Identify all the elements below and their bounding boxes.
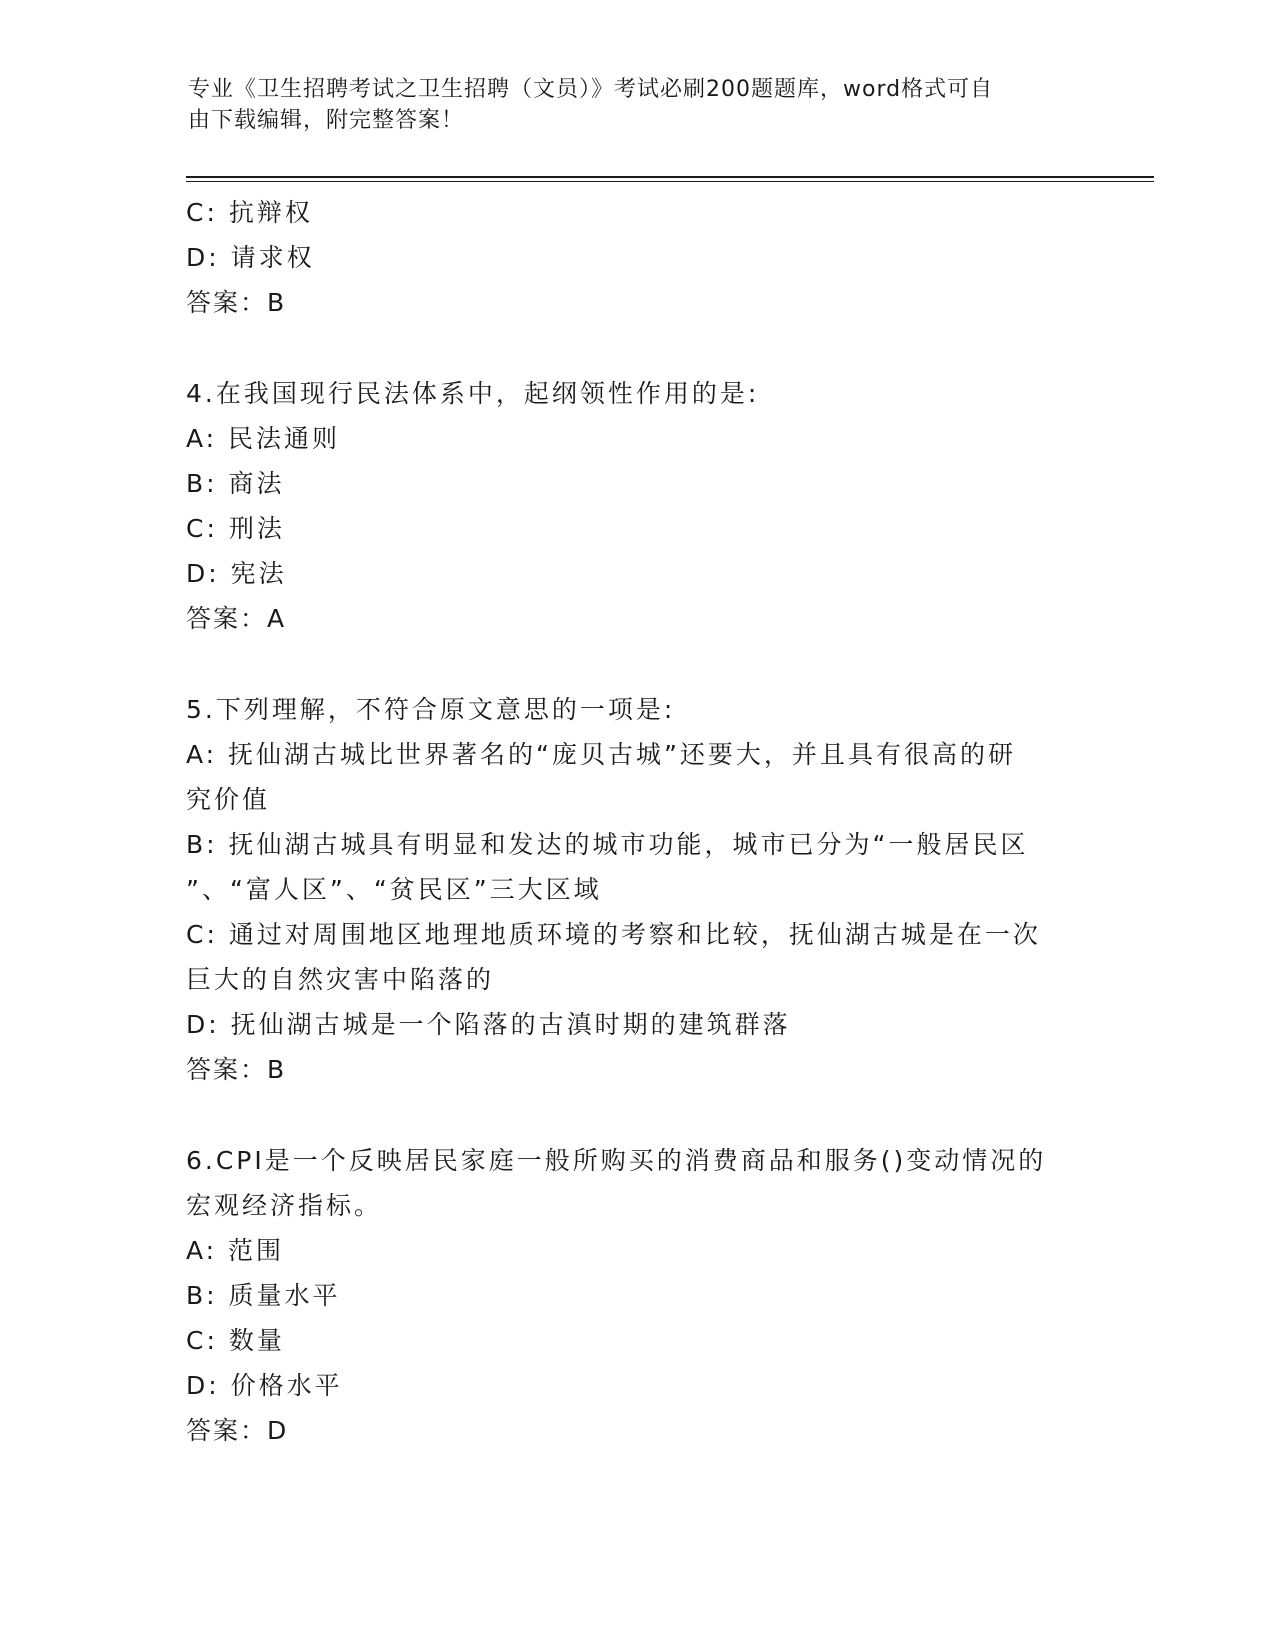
header-rule-thin [186, 181, 1154, 182]
question-stem: 4.在我国现行民法体系中，起纲领性作用的是: [186, 379, 760, 408]
option-d: D: 抚仙湖古城是一个陷落的古滇时期的建筑群落 [186, 1010, 791, 1039]
answer: 答案：B [186, 288, 287, 317]
question-4 [186, 371, 1086, 641]
option-c: C: 刑法 [186, 514, 285, 543]
option-c-cont: 巨大的自然灾害中陷落的 [186, 965, 495, 994]
option-c: C: 通过对周围地区地理地质环境的考察和比较，抚仙湖古城是在一次 [186, 920, 1041, 949]
header-rule-thick [186, 176, 1154, 178]
answer: 答案：B [186, 1055, 287, 1084]
option-b: B: 抚仙湖古城具有明显和发达的城市功能，城市已分为“一般居民区 [186, 830, 1029, 859]
option-c: C: 抗辩权 [186, 198, 313, 227]
answer: 答案：D [186, 1416, 289, 1445]
option-a-cont: 究价值 [186, 785, 271, 814]
header-line-2: 由下载编辑，附完整答案！ [188, 108, 465, 133]
option-b: B: 质量水平 [186, 1281, 341, 1310]
option-a: A: 抚仙湖古城比世界著名的“庞贝古城”还要大，并且具有很高的研 [186, 740, 1016, 769]
answer: 答案：A [186, 604, 287, 633]
question-3 [186, 190, 1086, 325]
option-d: D: 宪法 [186, 559, 287, 588]
option-a: A: 民法通则 [186, 424, 341, 453]
option-b: B: 商法 [186, 469, 285, 498]
option-d: D: 请求权 [186, 243, 315, 272]
option-d: D: 价格水平 [186, 1371, 343, 1400]
option-b-cont: ”、“富人区”、“贫民区”三大区域 [186, 875, 602, 904]
option-c: C: 数量 [186, 1326, 285, 1355]
header-line-1: 专业《卫生招聘考试之卫生招聘（文员）》考试必刷200题题库，word格式可自 [188, 77, 994, 102]
question-stem: 6.CPI是一个反映居民家庭一般所购买的消费商品和服务()变动情况的 [186, 1146, 1047, 1175]
question-6 [186, 1138, 1086, 1453]
question-5 [186, 687, 1086, 1092]
question-stem-cont: 宏观经济指标。 [186, 1191, 383, 1220]
document-header [188, 74, 1088, 136]
question-list [186, 190, 1086, 1453]
option-a: A: 范围 [186, 1236, 285, 1265]
question-stem: 5.下列理解，不符合原文意思的一项是: [186, 695, 676, 724]
